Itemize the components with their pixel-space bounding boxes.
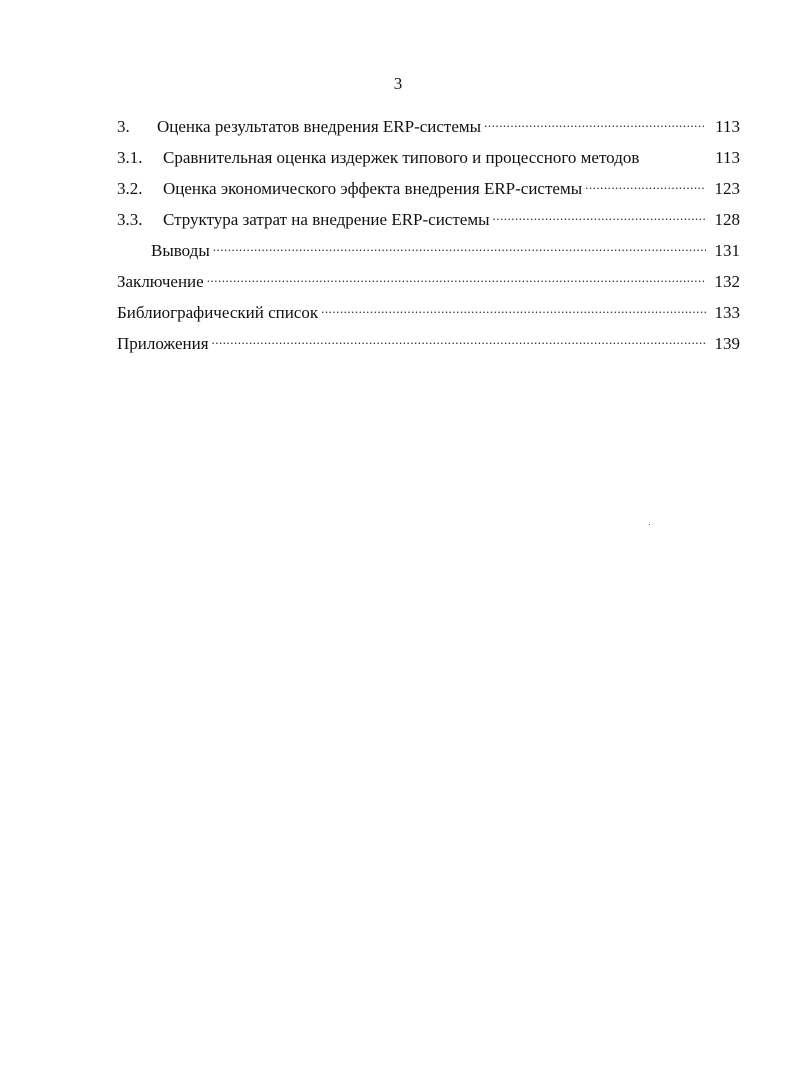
toc-entry-section-3-1[interactable] — [117, 143, 740, 174]
toc-entry-chapter-3[interactable] — [117, 112, 740, 143]
dot-leader — [642, 143, 706, 163]
toc-entry-page: 139 — [714, 334, 740, 353]
toc-entry-section-3-3[interactable] — [117, 205, 740, 236]
toc-entry-title: Заключение — [117, 272, 204, 291]
toc-entry-conclusions[interactable] — [117, 236, 740, 267]
toc-entry-title: Структура затрат на внедрение ERP-системы — [163, 210, 490, 229]
dot-leader — [321, 298, 706, 318]
dot-leader — [207, 267, 706, 287]
page-number: 3 — [393, 74, 403, 93]
dot-leader — [484, 112, 706, 132]
toc-entry-page: 113 — [715, 117, 740, 136]
toc-entry-page: 113 — [715, 148, 740, 167]
toc-entry-number: 3. — [117, 117, 130, 136]
table-of-contents — [117, 112, 740, 360]
toc-entry-title: Сравнительная оценка издержек типового и процессного методов — [163, 148, 640, 167]
toc-entry-title: Приложения — [117, 334, 209, 353]
toc-entry-bibliography[interactable] — [117, 298, 740, 329]
dot-leader — [493, 205, 706, 225]
toc-entry-section-3-2[interactable] — [117, 174, 740, 205]
toc-entry-title: Выводы — [151, 241, 210, 260]
scan-speck — [649, 524, 650, 525]
dot-leader — [212, 329, 706, 349]
toc-entry-number: 3.3. — [117, 210, 143, 229]
toc-entry-title: Библиографический список — [117, 303, 319, 322]
toc-entry-page: 123 — [714, 179, 740, 198]
toc-entry-number: 3.2. — [117, 179, 143, 198]
toc-entry-number: 3.1. — [117, 148, 143, 167]
dot-leader — [213, 236, 706, 256]
toc-entry-appendices[interactable] — [117, 329, 740, 360]
toc-entry-page: 133 — [714, 303, 740, 322]
dot-leader — [585, 174, 706, 194]
toc-entry-title: Оценка результатов внедрения ERP-системы — [157, 117, 482, 136]
toc-entry-summary[interactable] — [117, 267, 740, 298]
toc-entry-title: Оценка экономического эффекта внедрения ERP-системы — [163, 179, 583, 198]
toc-entry-page: 132 — [714, 272, 740, 291]
toc-entry-page: 131 — [714, 241, 740, 260]
toc-entry-page: 128 — [714, 210, 740, 229]
